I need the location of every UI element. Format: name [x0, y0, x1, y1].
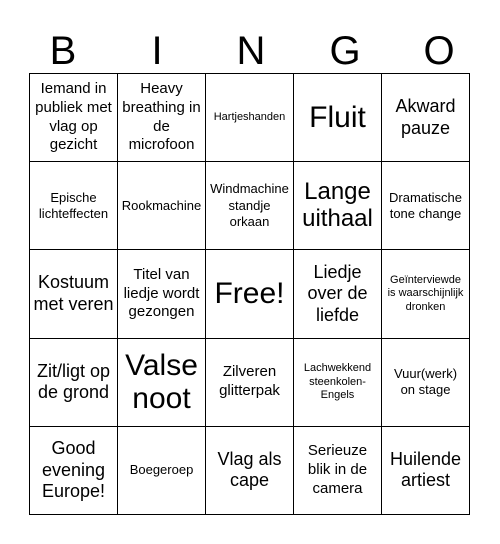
bingo-header — [16, 28, 486, 74]
cell-text: Vlag als cape — [217, 448, 282, 491]
bingo-cell-r4c3[interactable] — [206, 339, 294, 427]
cell-text: Lange uithaal — [302, 177, 373, 232]
cell-text: Dramatische tone change — [389, 189, 462, 221]
bingo-cell-r2c4[interactable] — [294, 162, 382, 250]
bingo-cell-r5c4[interactable] — [294, 427, 382, 515]
bingo-cell-r4c4[interactable] — [294, 339, 382, 427]
header-letter-n: N — [236, 29, 266, 73]
cell-text: Liedje over de liefde — [307, 261, 368, 325]
header-letter-b: B — [49, 29, 77, 73]
cell-text: Geïnterviewde is waarschijnlijk dronken — [387, 274, 464, 313]
cell-text: Huilende artiest — [389, 448, 462, 491]
bingo-cell-r2c5[interactable] — [382, 162, 470, 250]
bingo-cell-r1c2[interactable] — [118, 74, 206, 162]
bingo-cell-r3c3-free[interactable] — [206, 250, 294, 338]
cell-text: Hartjeshanden — [213, 111, 286, 123]
bingo-cell-r5c2[interactable] — [118, 427, 206, 515]
cell-text: Titel van liedje wordt gezongen — [123, 265, 200, 321]
cell-text: Valse noot — [125, 349, 198, 416]
bingo-cell-r1c3[interactable] — [206, 74, 294, 162]
cell-text: Kostuum met veren — [33, 272, 114, 314]
bingo-cell-r5c5[interactable] — [382, 427, 470, 515]
cell-text: Akward pauze — [395, 96, 456, 138]
cell-text: Good evening Europe! — [41, 438, 106, 502]
bingo-cell-r3c1[interactable] — [30, 250, 118, 338]
header-letter-g: G — [329, 29, 361, 73]
cell-text: Vuur(werk) on stage — [393, 365, 458, 398]
cell-text: Rookmachine — [121, 197, 202, 213]
cell-text: Lachwekkend steenkolen-Engels — [303, 362, 372, 401]
cell-text: Windmachine standje orkaan — [210, 181, 289, 229]
bingo-cell-r3c4[interactable] — [294, 250, 382, 338]
header-letter-o: O — [423, 29, 455, 73]
cell-text: Zilveren glitterpak — [219, 363, 280, 400]
cell-text: Fluit — [309, 101, 366, 135]
bingo-cell-r2c1[interactable] — [30, 162, 118, 250]
bingo-cell-r1c4[interactable] — [294, 74, 382, 162]
free-space-text: Free! — [214, 277, 285, 311]
bingo-grid — [29, 73, 470, 515]
bingo-cell-r5c1[interactable] — [30, 427, 118, 515]
bingo-cell-r2c3[interactable] — [206, 162, 294, 250]
bingo-cell-r2c2[interactable] — [118, 162, 206, 250]
bingo-cell-r3c2[interactable] — [118, 250, 206, 338]
cell-text: Iemand in publiek met vlag op gezicht — [35, 80, 112, 154]
cell-text: Zit/ligt op de grond — [36, 360, 111, 403]
cell-text: Boegeroep — [129, 462, 194, 478]
bingo-cell-r1c5[interactable] — [382, 74, 470, 162]
bingo-cell-r3c5[interactable] — [382, 250, 470, 338]
cell-text: Serieuze blik in de camera — [307, 442, 368, 497]
bingo-cell-r4c2[interactable] — [118, 339, 206, 427]
header-letter-i: I — [151, 29, 163, 73]
bingo-cell-r5c3[interactable] — [206, 427, 294, 515]
bingo-cell-r1c1[interactable] — [30, 74, 118, 162]
bingo-cell-r4c5[interactable] — [382, 339, 470, 427]
bingo-cell-r4c1[interactable] — [30, 339, 118, 427]
cell-text: Epische lichteffecten — [38, 189, 109, 221]
cell-text: Heavy breathing in de microfoon — [122, 80, 201, 154]
